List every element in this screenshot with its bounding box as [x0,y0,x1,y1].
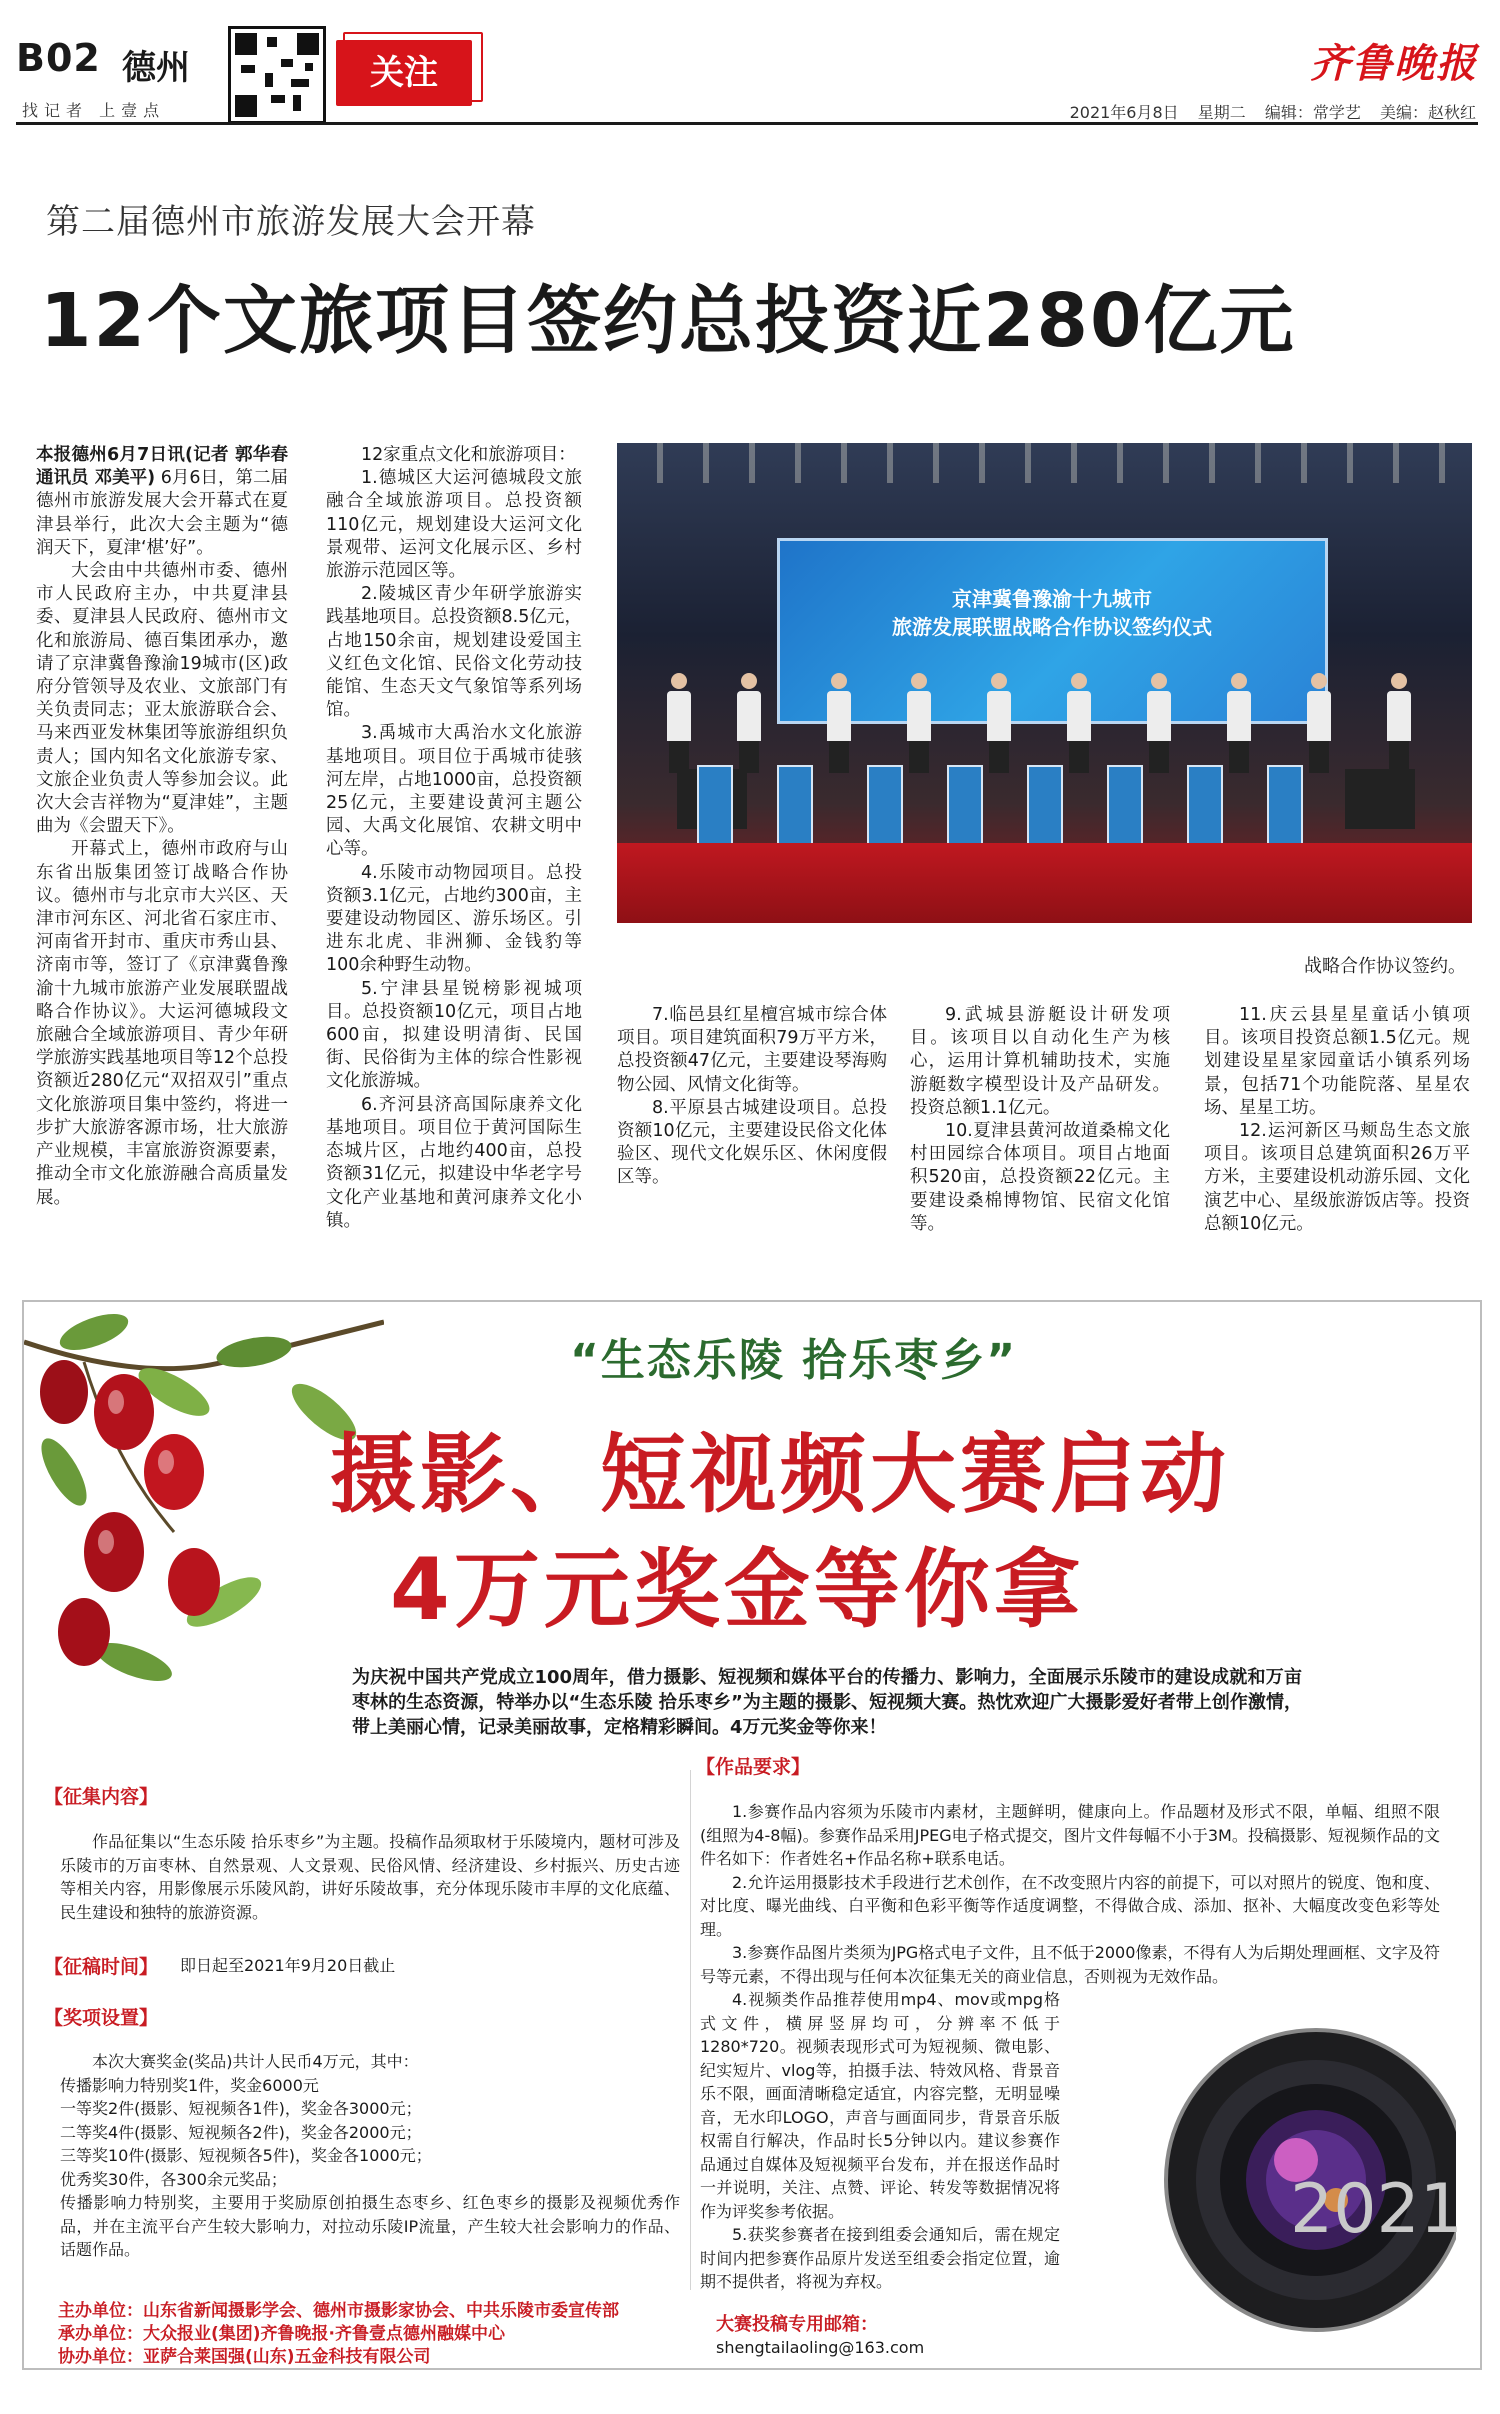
requirement-item: 5.获奖参赛者在接到组委会通知后，需在规定时间内把参赛作品原片发送至组委会指定位置，逾期不提供者，将视为弃权。 [700,2225,1060,2291]
article-column-5 [1204,1004,1470,1236]
photo-caption: 战略合作协议签约。 [1304,956,1466,977]
red-stage [617,843,1472,923]
issue-date: 2021年6月8日 [1069,103,1179,122]
stage-screen-subtitle: 旅游发展联盟战略合作协议签约仪式 [892,615,1212,639]
qr-code-icon [228,26,326,124]
organizer-line: 主办单位：山东省新闻摄影学会、德州市摄影家协会、中共乐陵市委宣传部 [58,2301,619,2321]
issue-weekday: 星期二 [1197,103,1246,122]
person-figure [827,673,851,773]
header-info [1056,100,1476,123]
awards-section-text [60,2050,680,2262]
signing-podium [1027,765,1063,849]
article-column-3 [617,1004,887,1190]
section-tag: 关注 [336,40,472,106]
person-figure [667,673,691,773]
project-item: 11.庆云县星星童话小镇项目。该项目投资总额1.5亿元。规划建设星星家园童话小镇系列场景，包括71个功能院落、星星农场、星星工坊。 [1204,1005,1470,1118]
project-item: 9.武城县游艇设计研发项目。该项目以自动化生产为核心，运用计算机辅助技术，实施游艇数字模型设计及产品研发。投资总额1.1亿元。 [910,1005,1170,1118]
awards-line: 传播影响力特别奖，主要用于奖励原创拍摄生态枣乡、红色枣乡的摄影及视频优秀作品，并在主流平台产生较大影响力，对拉动乐陵IP流量，产生较大社会影响力的作品、话题作品。 [60,2193,680,2259]
person-figure [737,673,761,773]
camera-year: 2021 [1290,2170,1464,2249]
undertaker-line: 承办单位：大众报业(集团)齐鲁晚报·齐鲁壹点德州融媒中心 [58,2324,505,2344]
masthead-logo: 齐鲁晚报 [1310,40,1478,87]
article-paragraph-2: 大会由中共德州市委、德州市人民政府主办，中共夏津县委、夏津县人民政府、德州市文化和旅游局、德百集团承办，邀请了京津冀鲁豫渝19城市(区)政府分管领导及农业、文旅部门有关负责同志；亚太旅游联合会、马来西亚发林集团等旅游组织负责人；国内知名文化旅游专家、文旅企业负责人等参加会议。此次大会吉祥物为“夏津娃”，主题曲为《会盟天下》。 [36,561,288,837]
ceiling-lights [617,443,1472,483]
article-paragraph-3: 开幕式上，德州市政府与山东省出版集团签订战略合作协议。德州市与北京市大兴区、天津市河东区、河北省石家庄市、河南省开封市、重庆市秀山县、济南市等，签订了《京津冀鲁豫渝十九城市旅游产业发展联盟战略合作协议》。大运河德城段文旅融合全域旅游项目、青少年研学旅游实践基地项目等12个总投资额近280亿元“双招双引”重点文化旅游项目集中签约，将进一步扩大旅游客源市场，壮大旅游产业规模，丰富旅游资源要素，推动全市文化旅游融合高质量发展。 [36,839,288,1208]
project-item: 8.平原县古城建设项目。总投资额10亿元，主要建设民俗文化体验区、现代文化娱乐区、休闲度假区等。 [617,1097,887,1188]
header-rule [16,122,1478,125]
article-paragraph-1: 6月6日，第二届德州市旅游发展大会开幕式在夏津县举行，此次大会主题为“德润天下，夏津‘椹’好”。 [36,468,288,558]
project-item: 6.齐河县济高国际康养文化基地项目。项目位于黄河国际生态城片区，占地约400亩，总投资额31亿元，拟建设中华老字号文化产业基地和黄河康养文化小镇。 [326,1094,582,1231]
awards-line: 二等奖4件(摄影、短视频各2件)，奖金各2000元； [60,2122,422,2142]
stage-screen-title: 京津冀鲁豫渝十九城市 [952,587,1152,611]
ad-sponsors [58,2300,619,2369]
speaker-icon [1345,769,1415,829]
page-number: B02 [16,36,101,80]
signing-ceremony-photo [617,443,1472,923]
signing-podium [697,765,733,849]
awards-section-tag: 【奖项设置】 [44,2007,159,2029]
signing-podium [1107,765,1143,849]
signing-podium [1267,765,1303,849]
submission-email-label: 大赛投稿专用邮箱： [716,2314,878,2335]
designer: 美编：赵秋红 [1379,103,1476,122]
collect-section-tag: 【征集内容】 [44,1786,159,1808]
article-byline: 本报德州6月7日讯(记者 郭华春 通讯员 邓美平) [36,445,288,489]
requirement-item: 1.参赛作品内容须为乐陵市内素材，主题鲜明，健康向上。作品题材及形式不限，单幅、组照不限(组照为4-8幅)。参赛作品采用JPEG电子格式提交，图片文件每幅不小于3M。投稿摄影、短视频作品的文件名如下：作者姓名+作品名称+联系电话。 [700,1802,1440,1868]
signing-podium [1187,765,1223,849]
ad-slogan: “生态乐陵 拾乐枣乡” [570,1335,1018,1386]
requirement-item: 2.允许运用摄影技术手段进行艺术创作，在不改变照片内容的前提下，可以对照片的锐度、饱和度、对比度、曝光曲线、白平衡和色彩平衡等作适度调整，不得做合成、添加、抠补、大幅度改变色彩等处理。 [700,1872,1440,1939]
requirements-section-tag: 【作品要求】 [696,1756,811,1778]
editor: 编辑：常学艺 [1264,103,1361,122]
deadline-section-tag: 【征稿时间】 [44,1956,159,1978]
awards-line: 本次大赛奖金(奖品)共计人民币4万元，其中： [92,2052,419,2071]
signing-podium [947,765,983,849]
project-item: 3.禹城市大禹治水文化旅游基地项目。项目位于禹城市徒骇河左岸，占地1000亩，总投资额25亿元，主要建设黄河主题公园、大禹文化展馆、农耕文明中心等。 [326,723,582,860]
ad-subtitle: 4万元奖金等你拿 [390,1540,1084,1640]
person-figure [1307,673,1331,773]
person-figure [1067,673,1091,773]
project-item: 1.德城区大运河德城段文旅融合全域旅游项目。总投资额110亿元，规划建设大运河文化景观带、运河文化展示区、乡村旅游示范园区等。 [326,468,582,582]
deadline-text: 即日起至2021年9月20日截止 [180,1956,396,1975]
awards-line: 传播影响力特别奖1件，奖金6000元 [60,2075,319,2095]
person-figure [987,673,1011,773]
ad-column-divider [690,1770,691,2290]
project-item: 12.运河新区马颊岛生态文旅项目。该项目总建筑面积26万平方米，主要建设机动游乐园、文化演艺中心、星级旅游饭店等。投资总额10亿元。 [1204,1121,1470,1234]
article-column-4 [910,1004,1170,1236]
ad-intro: 为庆祝中国共产党成立100周年，借力摄影、短视频和媒体平台的传播力、影响力，全面展示乐陵市的建设成就和万亩枣林的生态资源，特举办以“生态乐陵 拾乐枣乡”为主题的摄影、短视频大赛。热忱欢迎广大摄影爱好者带上创作激情，带上美丽心情，记录美丽故事，定格精彩瞬间。4万元奖金等你来！ [352,1667,1302,1738]
submission-email[interactable]: shengtailaoling@163.com [716,2338,925,2357]
signing-podium [867,765,903,849]
person-figure [907,673,931,773]
awards-line: 三等奖10件(摄影、短视频各5件)，奖金各1000元； [60,2146,432,2165]
co-organizer-line: 协办单位：亚萨合莱国强(山东)五金科技有限公司 [58,2347,431,2367]
page-city: 德州 [122,48,190,88]
project-item: 2.陵城区青少年研学旅游实践基地项目。总投资额8.5亿元，占地150余亩，规划建设爱国主义红色文化馆、民俗文化劳动技能馆、生态天文气象馆等系列场馆。 [326,584,582,721]
header-slogan: 找记者 上壹点 [22,101,166,120]
project-item: 4.乐陵市动物园项目。总投资额3.1亿元，占地约300亩，主要建设动物园区、游乐场区。引进东北虎、非洲狮、金钱豹等100余种野生动物。 [326,862,582,976]
project-item: 7.临邑县红星檀宫城市综合体项目。项目建筑面积79万平方米，总投资额47亿元，主要建设琴海购物公园、风情文化街等。 [617,1005,887,1095]
requirement-item: 4.视频类作品推荐使用mp4、mov或mpg格式文件，横屏竖屏均可，分辨率不低于1280*720。视频表现形式可为短视频、微电影、纪实短片、vlog等，拍摄手法、特效风格、背景音乐不限，画面清晰稳定适宜，内容完整，无明显噪音，无水印LOGO，声音与画面同步，背景音乐版权需自行解决，作品时长5分钟以内。建议参赛作品通过自媒体及短视频平台发布，并在报送作品时一并说明，关注、点赞、评论、转发等数据情况将作为评奖参考依据。 [700,1990,1060,2221]
article-kicker: 第二届德州市旅游发展大会开幕 [46,202,536,242]
project-item: 10.夏津县黄河故道桑棉文化村田园综合体项目。项目占地面积520亩，总投资额22亿元。主要建设桑棉博物馆、民宿文化馆等。 [910,1121,1170,1234]
awards-line: 一等奖2件(摄影、短视频各1件)，奖金各3000元； [60,2099,422,2118]
person-figure [1147,673,1171,773]
collect-section-text [60,1830,680,1924]
ad-title: 摄影、短视频大赛启动 [330,1425,1230,1525]
awards-line: 优秀奖30件，各300余元奖品； [60,2169,287,2189]
collect-text: 作品征集以“生态乐陵 拾乐枣乡”为主题。投稿作品须取材于乐陵境内，题材可涉及乐陵市的万亩枣林、自然景观、人文景观、民俗风情、经济建设、乡村振兴、历史古迹等相关内容，用影像展示乐陵风韵，讲好乐陵故事，充分体现乐陵市丰厚的文化底蕴、民生建设和独特的旅游资源。 [60,1832,680,1922]
article-column-2 [326,444,582,1233]
person-figure [1227,673,1251,773]
article-column-1 [36,444,288,1210]
project-item: 5.宁津县星锐榜影视城项目。总投资额10亿元，项目占地600亩，拟建设明清街、民国街、民俗街为主体的综合性影视文化旅游城。 [326,978,582,1092]
requirement-item: 3.参赛作品图片类须为JPG格式电子文件，且不低于2000像素，不得有人为后期处理画框、文字及符号等元素，不得出现与任何本次征集无关的商业信息，否则视为无效作品。 [700,1943,1440,1986]
signing-podium [777,765,813,849]
project-list-intro: 12家重点文化和旅游项目： [361,445,576,465]
person-figure [1387,673,1411,773]
article-headline: 12个文旅项目签约总投资近280亿元 [40,278,1296,364]
